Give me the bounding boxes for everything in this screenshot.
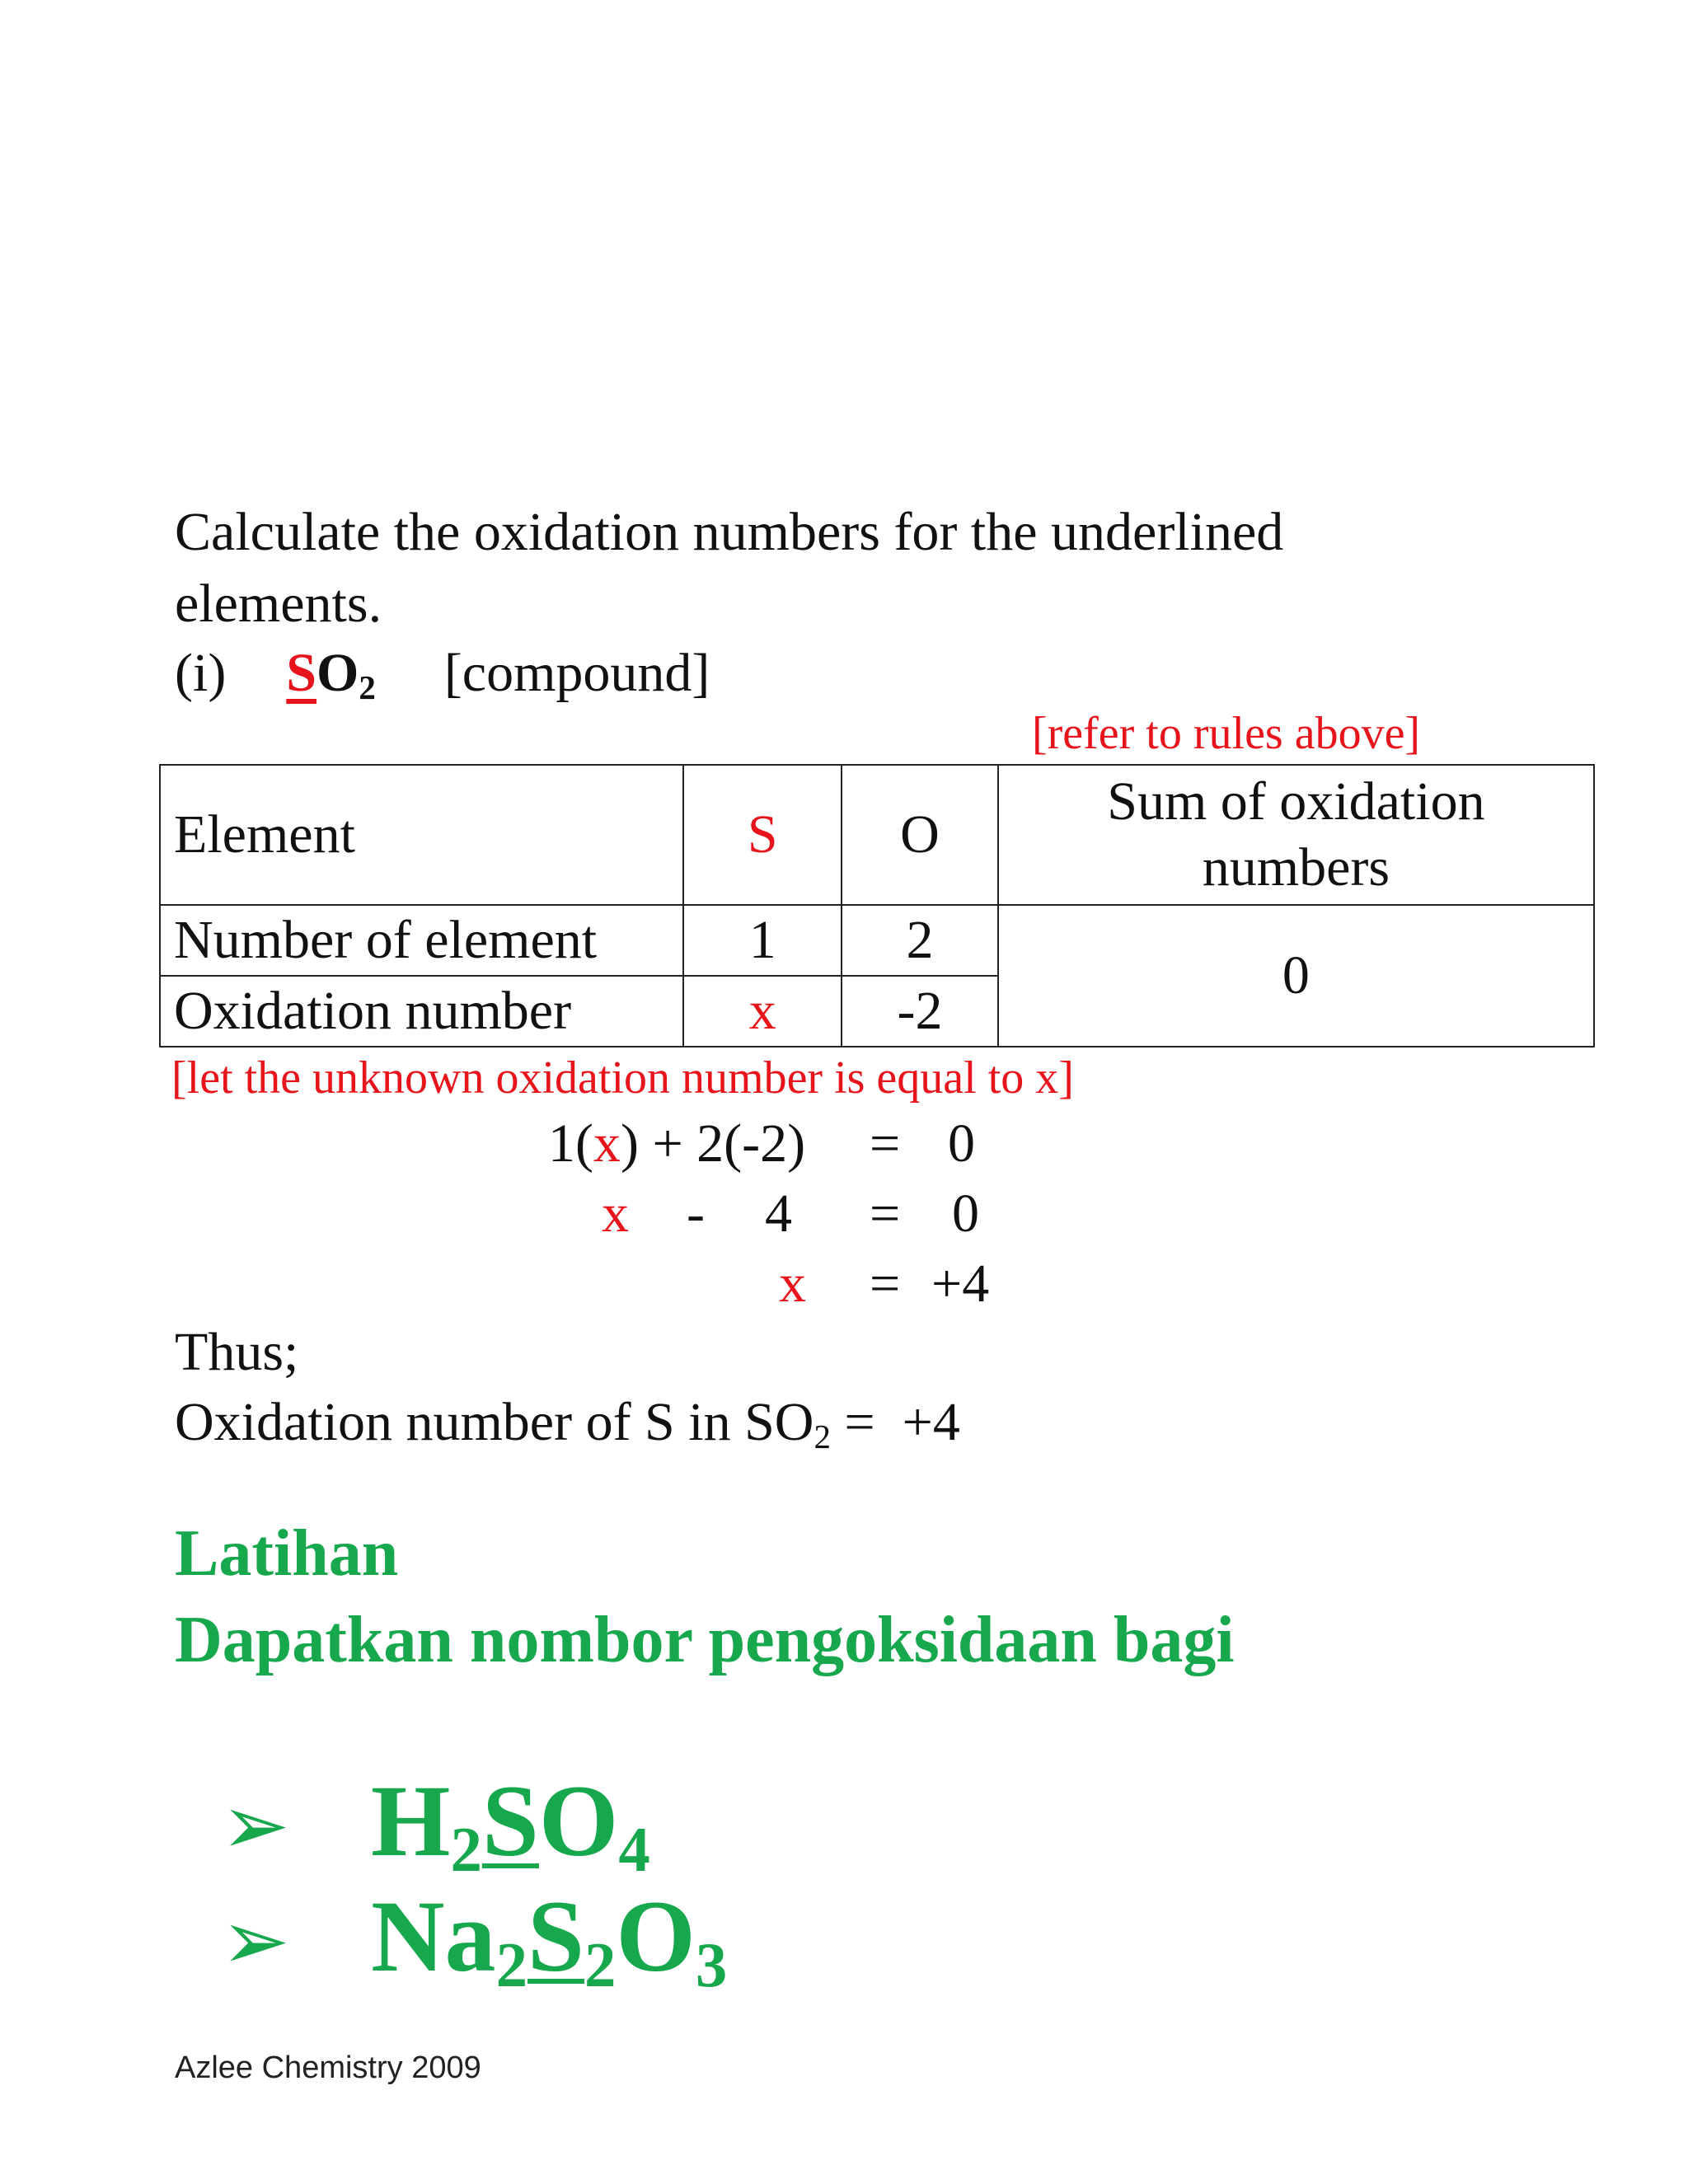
- row-ox-o: -2: [842, 976, 998, 1047]
- working-line-3-rhs: +4: [931, 1254, 990, 1314]
- header-element-label: Element: [160, 765, 683, 905]
- working-line-1-rhs: 0: [948, 1113, 975, 1174]
- compound-tag: [compound]: [443, 643, 710, 703]
- working-line-1: 1(x) + 2(-2): [548, 1113, 806, 1174]
- underlined-element-s: $S_2$: [528, 1880, 617, 2001]
- header-sum: Sum of oxidation numbers: [998, 765, 1594, 905]
- underlined-element-s: S: [481, 1765, 539, 1877]
- table-row: [160, 905, 1594, 976]
- conclusion-line: Oxidation number of S in $SO_2 = +4$: [175, 1392, 960, 1456]
- equals-sign: =: [870, 1183, 901, 1244]
- hint-refer-rules: [refer to rules above]: [1032, 708, 1421, 759]
- footer-credit: Azlee Chemistry 2009: [175, 2050, 481, 2085]
- exercise-instruction: Dapatkan nombor pengoksidaan bagi: [175, 1604, 1235, 1676]
- working-line-3-x: x: [779, 1254, 806, 1314]
- part-label: (i): [175, 643, 227, 703]
- equals-sign: =: [870, 1113, 901, 1174]
- working-line-2-four: 4: [765, 1183, 792, 1244]
- row-count-o: 2: [842, 905, 998, 976]
- arrowhead-bullet-icon: ➢: [221, 1777, 290, 1873]
- working-line-2-minus: -: [687, 1183, 705, 1244]
- oxidation-table: [159, 764, 1595, 1047]
- row-ox-label: Oxidation number: [160, 976, 683, 1047]
- arrowhead-bullet-icon: ➢: [221, 1892, 290, 1989]
- equals-sign: =: [870, 1254, 901, 1314]
- hint-unknown: [let the unknown oxidation number is equal to x]: [171, 1052, 1074, 1104]
- working-line-2-x: x: [602, 1183, 629, 1244]
- row-count-label: Number of element: [160, 905, 683, 976]
- header-s: S: [683, 765, 842, 905]
- formula-na2s2o3: $Na_2S_2O_3$: [371, 1880, 728, 2001]
- table-row: [160, 765, 1594, 905]
- header-o: O: [842, 765, 998, 905]
- row-count-s: 1: [683, 905, 842, 976]
- question-line-1: Calculate the oxidation numbers for the underlined: [175, 502, 1284, 562]
- question-part-i: [175, 643, 710, 707]
- question-line-2: elements.: [175, 574, 382, 634]
- exercise-heading: Latihan: [175, 1517, 399, 1590]
- thus-label: Thus;: [175, 1322, 299, 1382]
- row-ox-s: x: [683, 976, 842, 1047]
- sum-value: 0: [998, 905, 1594, 1047]
- formula-h2so4: $H_2SO_4$: [371, 1765, 650, 1886]
- formula-so2: $SO_2$: [286, 643, 376, 707]
- underlined-element-s: S: [286, 643, 317, 703]
- working-line-2-rhs: 0: [952, 1183, 979, 1244]
